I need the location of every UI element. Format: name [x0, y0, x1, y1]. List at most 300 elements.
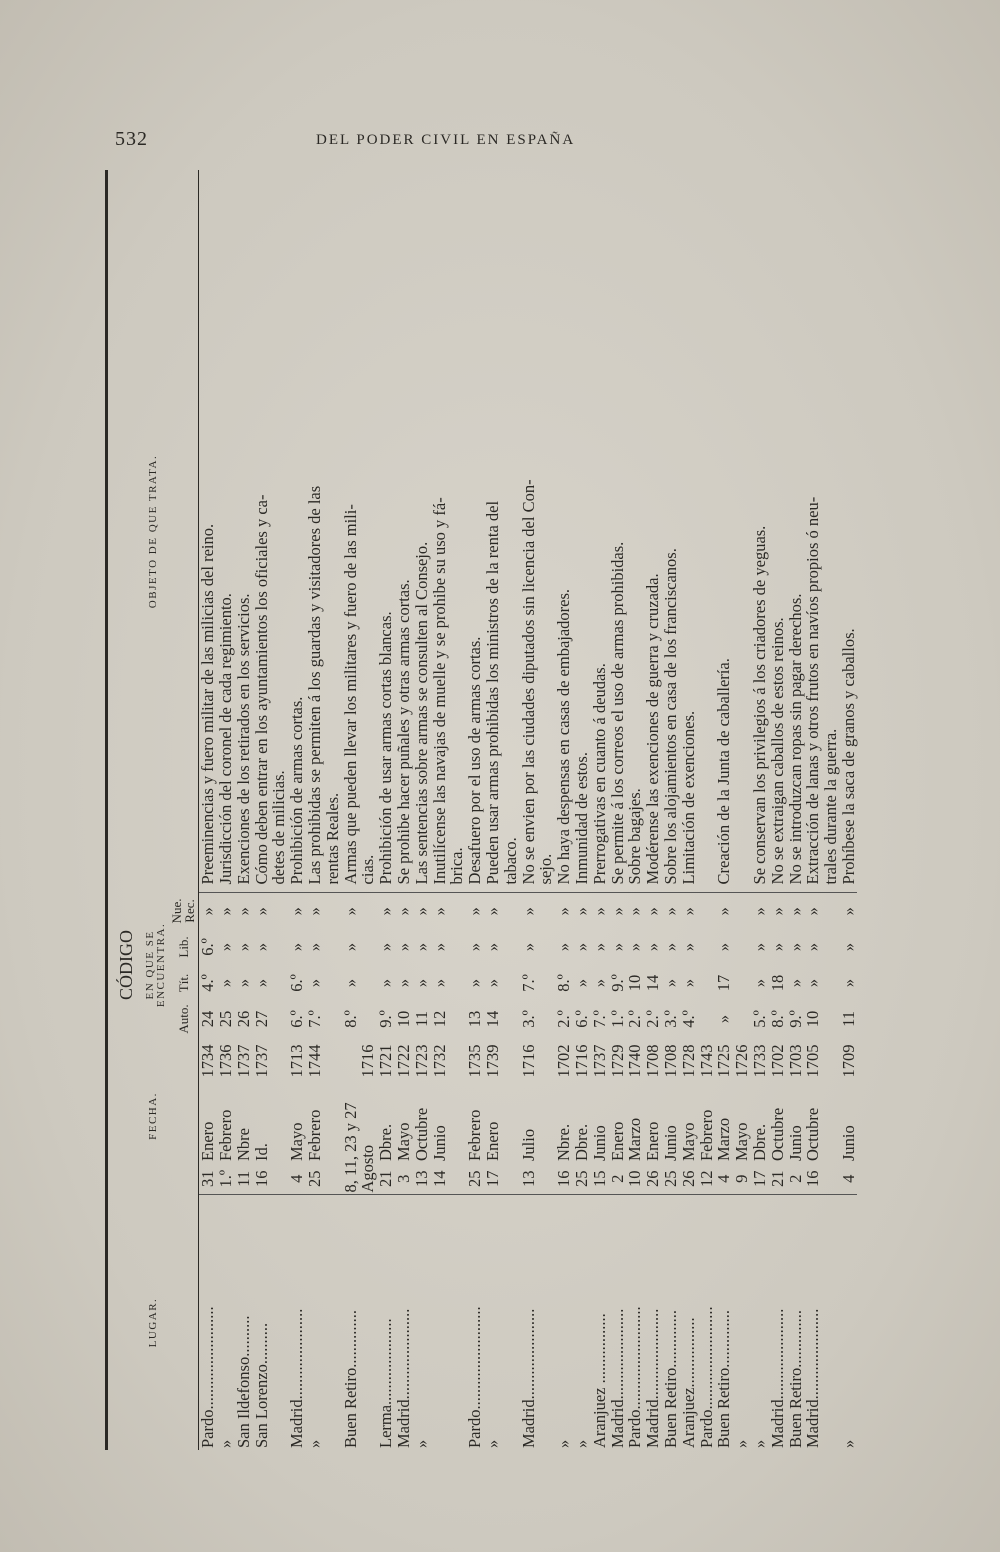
libro-cell [822, 929, 840, 965]
libro-cell: » [305, 942, 325, 952]
titulo-cell [270, 965, 288, 1001]
year-cell: 1734 [198, 1044, 218, 1078]
libro-cell [448, 929, 466, 965]
objeto-cell: Sobre los alojamientos en casa de los franciscanos. [662, 170, 680, 893]
lugar-cell: Pardo......................... [198, 1306, 218, 1448]
year-cell: 1721 [376, 1044, 396, 1078]
year-cell: 1725 [714, 1044, 734, 1078]
auto-cell: 7.º [305, 1010, 325, 1028]
libro-cell: » [714, 942, 734, 952]
lugar-cell [430, 1195, 448, 1450]
auto-cell [359, 1001, 377, 1037]
month-cell: Dbre. [376, 1123, 396, 1161]
lugar-cell [822, 1195, 840, 1450]
auto-cell: 11 [838, 1011, 858, 1027]
year-cell: 1737 [251, 1044, 271, 1078]
lugar-cell: Madrid...................... [607, 1308, 627, 1448]
titulo-cell: » [785, 978, 805, 988]
auto-cell: 8.º [767, 1010, 787, 1028]
auto-cell [697, 1001, 715, 1037]
decree-table [105, 170, 857, 1450]
nue-rec-cell: » [661, 907, 681, 916]
day-cell: 16 [804, 1163, 822, 1195]
year-cell [341, 1037, 359, 1085]
auto-cell [733, 1001, 751, 1037]
day-cell: 1.º [217, 1163, 235, 1195]
nue-rec-cell: » [750, 907, 769, 916]
month-cell: Marzo [714, 1117, 734, 1161]
objeto-cell: No se introduzcan ropas sin pagar derechos. [786, 170, 804, 893]
auto-cell: 11 [411, 1011, 431, 1027]
nue-rec-cell: » [216, 907, 236, 916]
month-cell: Junio [838, 1125, 858, 1161]
lugar-cell: » [572, 1439, 592, 1448]
libro-cell [733, 929, 751, 965]
month-cell: Mayo [287, 1122, 307, 1161]
nue-rec-cell: » [643, 907, 663, 916]
libro-cell [502, 929, 520, 965]
table-row [359, 170, 377, 1450]
table-row [786, 170, 804, 1450]
day-cell: 16 [555, 1163, 573, 1195]
auto-cell [270, 1001, 288, 1037]
titulo-cell [733, 965, 751, 1001]
year-cell: 1732 [429, 1044, 449, 1078]
nue-rec-cell: » [714, 907, 734, 916]
day-cell: 11 [235, 1163, 253, 1195]
month-cell: Octubre [411, 1107, 431, 1161]
day-cell: 16 [252, 1163, 270, 1195]
day-cell [822, 1163, 840, 1195]
day-cell: 4 [715, 1163, 733, 1195]
libro-cell: » [750, 942, 769, 952]
libro-cell: » [251, 942, 271, 952]
lugar-cell [537, 1195, 555, 1450]
libro-cell: » [767, 942, 787, 952]
auto-cell: 6.º [287, 1010, 307, 1028]
table-row [751, 170, 769, 1450]
titulo-cell: 9.º [607, 974, 627, 992]
lugar-cell: » [305, 1439, 325, 1448]
table-row [733, 170, 751, 1450]
objeto-cell: trales durante la guerra. [822, 170, 840, 893]
nue-rec-cell: » [340, 907, 360, 916]
lugar-cell [270, 1195, 288, 1450]
day-cell: 12 [697, 1163, 715, 1195]
objeto-cell: tabaco. [502, 170, 520, 893]
lugar-cell [324, 1195, 342, 1450]
objeto-cell: Extracción de lanas y otros frutos en navíos propios ó neu- [804, 170, 822, 893]
nue-rec-cell: » [554, 907, 574, 916]
table-row [430, 170, 448, 1450]
year-cell: 1733 [750, 1044, 769, 1078]
titulo-cell: 18 [767, 974, 787, 992]
libro-cell: » [376, 942, 396, 952]
titulo-cell: 4.º [198, 974, 218, 992]
header-nue-rec: Nue. Rec. [168, 893, 199, 929]
objeto-cell: Inutilícense las navajas de muelle y se prohibe su uso y fá- [430, 170, 448, 893]
nue-rec-cell: » [198, 907, 218, 916]
month-cell: Id. [251, 1143, 271, 1161]
day-cell: 13 [519, 1163, 537, 1195]
table-row [680, 170, 698, 1450]
nue-rec-cell [359, 893, 377, 929]
libro-cell: » [411, 942, 431, 952]
table-body [199, 170, 858, 1450]
nue-rec-cell [324, 893, 342, 929]
year-cell [448, 1037, 466, 1085]
year-cell: 1726 [732, 1044, 752, 1078]
libro-cell: » [394, 942, 414, 952]
month-cell: Mayo [732, 1122, 752, 1161]
libro-cell [537, 929, 555, 965]
year-cell: 1716 [572, 1044, 592, 1078]
titulo-cell: » [838, 978, 858, 988]
lugar-cell [502, 1195, 520, 1450]
objeto-cell: Modérense las exenciones de guerra y cruzada. [644, 170, 662, 893]
nue-rec-cell [822, 893, 840, 929]
table-row [199, 170, 217, 1450]
lugar-cell: » [411, 1439, 431, 1448]
month-cell: Febrero [216, 1109, 236, 1161]
libro-cell [697, 929, 715, 965]
auto-cell: 7.º [589, 1010, 609, 1028]
year-cell: 1722 [394, 1044, 414, 1078]
day-cell: 15 [591, 1163, 609, 1195]
auto-cell: 2.º [625, 1010, 645, 1028]
table-row [306, 170, 324, 1450]
libro-cell: » [678, 942, 698, 952]
objeto-cell: Cómo deben entrar en los ayuntamientos los oficiales y ca- [252, 170, 270, 893]
day-cell: 17 [484, 1163, 502, 1195]
libro-cell: » [287, 942, 307, 952]
lugar-cell: Pardo......................... [625, 1306, 645, 1448]
libro-cell: » [429, 942, 449, 952]
nue-rec-cell: » [589, 907, 609, 916]
titulo-cell: » [483, 978, 503, 988]
nue-rec-cell: » [607, 907, 627, 916]
auto-cell: 27 [251, 1010, 271, 1028]
nue-rec-cell: » [251, 907, 271, 916]
day-cell: 25 [662, 1163, 680, 1195]
titulo-cell [822, 965, 840, 1001]
header-tit: Tít. [168, 965, 199, 1001]
year-cell: 1716 [518, 1044, 538, 1078]
day-cell: 26 [644, 1163, 662, 1195]
nue-rec-cell: » [429, 907, 449, 916]
objeto-cell: Pueden usar armas prohibidas los ministros de la renta del [484, 170, 502, 893]
titulo-cell: » [429, 978, 449, 988]
objeto-cell: Armas que pueden llevar los militares y fuero de las mili- [341, 170, 359, 893]
table-row [662, 170, 680, 1450]
lugar-cell: Madrid...................... [518, 1308, 538, 1448]
day-cell: 4 [840, 1163, 858, 1195]
libro-cell: » [589, 942, 609, 952]
nue-rec-cell [697, 893, 715, 929]
day-cell: 31 [199, 1163, 217, 1195]
table-row [466, 170, 484, 1450]
objeto-cell: No se envien por las ciudades diputados sin licencia del Con- [519, 170, 537, 893]
table-row [217, 170, 235, 1450]
nue-rec-cell [270, 893, 288, 929]
auto-cell: 24 [198, 1010, 218, 1028]
month-cell: Junio [785, 1125, 805, 1161]
titulo-cell: » [394, 978, 414, 988]
header-codigo-sub: EN QUE SE ENCUENTRA. [144, 922, 167, 1008]
titulo-cell: » [376, 978, 396, 988]
objeto-cell: Prohibición de usar armas cortas blancas. [377, 170, 395, 893]
nue-rec-cell [733, 893, 751, 929]
rotated-table-container [105, 170, 1000, 1450]
month-cell: Junio [429, 1125, 449, 1161]
month-cell: Enero [643, 1121, 663, 1161]
libro-cell: » [518, 942, 538, 952]
objeto-cell [697, 170, 715, 893]
lugar-cell: San Lorenzo.......... [251, 1322, 271, 1448]
month-cell: Mayo [394, 1122, 414, 1161]
month-cell [448, 1085, 466, 1163]
day-cell [324, 1163, 342, 1195]
auto-cell: 2.º [643, 1010, 663, 1028]
day-cell [502, 1163, 520, 1195]
year-cell [822, 1037, 840, 1085]
libro-cell [359, 929, 377, 965]
objeto-cell: rentas Reales. [324, 170, 342, 893]
lugar-cell: Buen Retiro.............. [714, 1310, 734, 1448]
month-cell [270, 1085, 288, 1163]
day-cell [270, 1163, 288, 1195]
year-cell: 1736 [216, 1044, 236, 1078]
day-cell: 14 [430, 1163, 448, 1195]
table-row [822, 170, 840, 1450]
header-lugar: LUGAR. [107, 1195, 199, 1450]
auto-cell [448, 1001, 466, 1037]
month-cell: Enero [483, 1121, 503, 1161]
nue-rec-cell: » [838, 907, 858, 916]
nue-rec-cell: » [678, 907, 698, 916]
day-cell: 17 [751, 1163, 769, 1195]
lugar-cell: Aranjuez................. [678, 1317, 698, 1448]
titulo-cell: » [251, 978, 271, 988]
month-cell: Nbre [233, 1128, 253, 1161]
day-cell: 25 [573, 1163, 591, 1195]
table-row [519, 170, 537, 1450]
month-cell: Octubre [767, 1107, 787, 1161]
table-row [324, 170, 342, 1450]
month-cell: Febrero [696, 1109, 716, 1161]
page-number: 532 [115, 128, 148, 150]
titulo-cell: 10 [625, 974, 645, 992]
day-cell [537, 1163, 555, 1195]
lugar-cell: Pardo......................... [465, 1306, 485, 1448]
libro-cell [270, 929, 288, 965]
auto-cell: 6.º [572, 1010, 592, 1028]
objeto-cell: Se conservan los privilegios á los criadores de yeguas. [751, 170, 769, 893]
table-row [644, 170, 662, 1450]
nue-rec-cell: » [625, 907, 645, 916]
table-row [591, 170, 609, 1450]
libro-cell: 6.º [198, 938, 218, 956]
nue-rec-cell: » [767, 907, 787, 916]
month-cell: Dbre. [572, 1123, 592, 1161]
year-cell: 1702 [554, 1044, 574, 1078]
year-cell [324, 1037, 342, 1085]
year-cell: 1735 [465, 1044, 485, 1078]
day-cell: 4 [288, 1163, 306, 1195]
day-cell: 3 [395, 1163, 413, 1195]
day-cell: 2 [786, 1163, 804, 1195]
libro-cell: » [803, 942, 823, 952]
titulo-cell: » [803, 978, 823, 988]
titulo-cell [324, 965, 342, 1001]
day-cell: 25 [466, 1163, 484, 1195]
year-cell: 1743 [696, 1044, 716, 1078]
objeto-cell: brica. [448, 170, 466, 893]
year-cell: 1740 [625, 1044, 645, 1078]
table-row [377, 170, 395, 1450]
table-row [341, 170, 359, 1450]
auto-cell: 9.º [785, 1010, 805, 1028]
libro-cell: » [554, 942, 574, 952]
titulo-cell: » [572, 978, 592, 988]
titulo-cell [537, 965, 555, 1001]
auto-cell: 1.º [607, 1010, 627, 1028]
nue-rec-cell: » [803, 907, 823, 916]
lugar-cell: Buen Retiro.............. [785, 1310, 805, 1448]
nue-rec-cell: » [305, 907, 325, 916]
year-cell: 1702 [767, 1044, 787, 1078]
libro-cell: » [643, 942, 663, 952]
month-cell: Dbre. [750, 1123, 769, 1161]
objeto-cell: Exenciones de los retirados en los servicios. [235, 170, 253, 893]
day-cell: 21 [377, 1163, 395, 1195]
auto-cell: 9.º [376, 1010, 396, 1028]
table-row [608, 170, 626, 1450]
month-cell: Marzo [625, 1117, 645, 1161]
day-cell [448, 1163, 466, 1195]
titulo-cell [697, 965, 715, 1001]
year-cell: 1716 [358, 1044, 378, 1078]
lugar-cell: Aranjuez ................. [589, 1313, 609, 1448]
nue-rec-cell: » [465, 907, 485, 916]
objeto-cell: No haya despensas en casas de embajadores. [555, 170, 573, 893]
lugar-cell: Madrid...................... [643, 1308, 663, 1448]
libro-cell: » [625, 942, 645, 952]
auto-cell: 25 [216, 1010, 236, 1028]
titulo-cell: 6.º [287, 974, 307, 992]
year-cell: 1723 [411, 1044, 431, 1078]
objeto-cell: Jurisdicción del coronel de cada regimiento. [217, 170, 235, 893]
month-cell [324, 1085, 342, 1163]
running-head: DEL PODER CIVIL EN ESPAÑA [316, 132, 576, 148]
table-row [502, 170, 520, 1450]
month-cell [502, 1085, 520, 1163]
month-cell: Nbre. [554, 1123, 574, 1161]
month-cell: Enero [198, 1121, 218, 1161]
month-cell: Febrero [305, 1109, 325, 1161]
titulo-cell: 14 [643, 974, 663, 992]
nue-rec-cell [502, 893, 520, 929]
year-cell: 1709 [838, 1044, 858, 1078]
libro-cell: » [785, 942, 805, 952]
nue-rec-cell: » [411, 907, 431, 916]
libro-cell: » [216, 942, 236, 952]
header-lib: Lib. [168, 929, 199, 965]
table-row [715, 170, 733, 1450]
table-row [537, 170, 555, 1450]
titulo-cell [502, 965, 520, 1001]
objeto-cell: No se extraigan caballos de estos reinos. [769, 170, 787, 893]
libro-cell: » [483, 942, 503, 952]
objeto-cell: Las prohibidas se permiten á los guardas y visitadores de las [306, 170, 324, 893]
auto-cell: 2.º [554, 1010, 574, 1028]
titulo-cell: » [233, 978, 253, 988]
day-cell: 26 [680, 1163, 698, 1195]
lugar-cell [448, 1195, 466, 1450]
table-row [270, 170, 288, 1450]
header-codigo: CÓDIGO [107, 893, 145, 1037]
lugar-cell: Madrid...................... [394, 1308, 414, 1448]
titulo-cell: 17 [714, 974, 734, 992]
day-cell: 2 [608, 1163, 626, 1195]
auto-cell: 3.º [518, 1010, 538, 1028]
objeto-cell: Desafuero por el uso de armas cortas. [466, 170, 484, 893]
titulo-cell: » [216, 978, 236, 988]
titulo-cell [448, 965, 466, 1001]
year-cell: 1705 [803, 1044, 823, 1078]
lugar-cell: » [483, 1439, 503, 1448]
titulo-cell: » [678, 978, 698, 988]
month-cell: Mayo [678, 1122, 698, 1161]
table-row [235, 170, 253, 1450]
objeto-cell: cias. [359, 170, 377, 893]
header-objeto: OBJETO DE QUE TRATA. [107, 170, 199, 893]
lugar-cell: Pardo......................... [696, 1306, 716, 1448]
table-row [252, 170, 270, 1450]
nue-rec-cell: » [518, 907, 538, 916]
year-cell: 1703 [785, 1044, 805, 1078]
table-row [626, 170, 644, 1450]
objeto-cell: Limitación de exenciones. [680, 170, 698, 893]
year-cell: 1739 [483, 1044, 503, 1078]
table-row [448, 170, 466, 1450]
lugar-cell: Madrid...................... [767, 1308, 787, 1448]
titulo-cell [359, 965, 377, 1001]
titulo-cell: » [661, 978, 681, 988]
auto-cell: 10 [803, 1010, 823, 1028]
auto-cell: 4.º [678, 1010, 698, 1028]
libro-cell [324, 929, 342, 965]
year-cell [502, 1037, 520, 1085]
lugar-cell: Madrid...................... [287, 1308, 307, 1448]
titulo-cell: » [411, 978, 431, 988]
year-cell: 1737 [233, 1044, 253, 1078]
table-row [573, 170, 591, 1450]
nue-rec-cell: » [287, 907, 307, 916]
day-cell: 10 [626, 1163, 644, 1195]
auto-cell [537, 1001, 555, 1037]
lugar-cell: Madrid...................... [803, 1308, 823, 1448]
auto-cell: 12 [429, 1010, 449, 1028]
nue-rec-cell: » [785, 907, 805, 916]
month-cell: Junio [589, 1125, 609, 1161]
objeto-cell: Sobre bagajes. [626, 170, 644, 893]
year-cell: 1708 [643, 1044, 663, 1078]
libro-cell: » [233, 942, 253, 952]
day-cell: 9 [733, 1163, 751, 1195]
year-cell [270, 1037, 288, 1085]
objeto-cell: sejo. [537, 170, 555, 893]
